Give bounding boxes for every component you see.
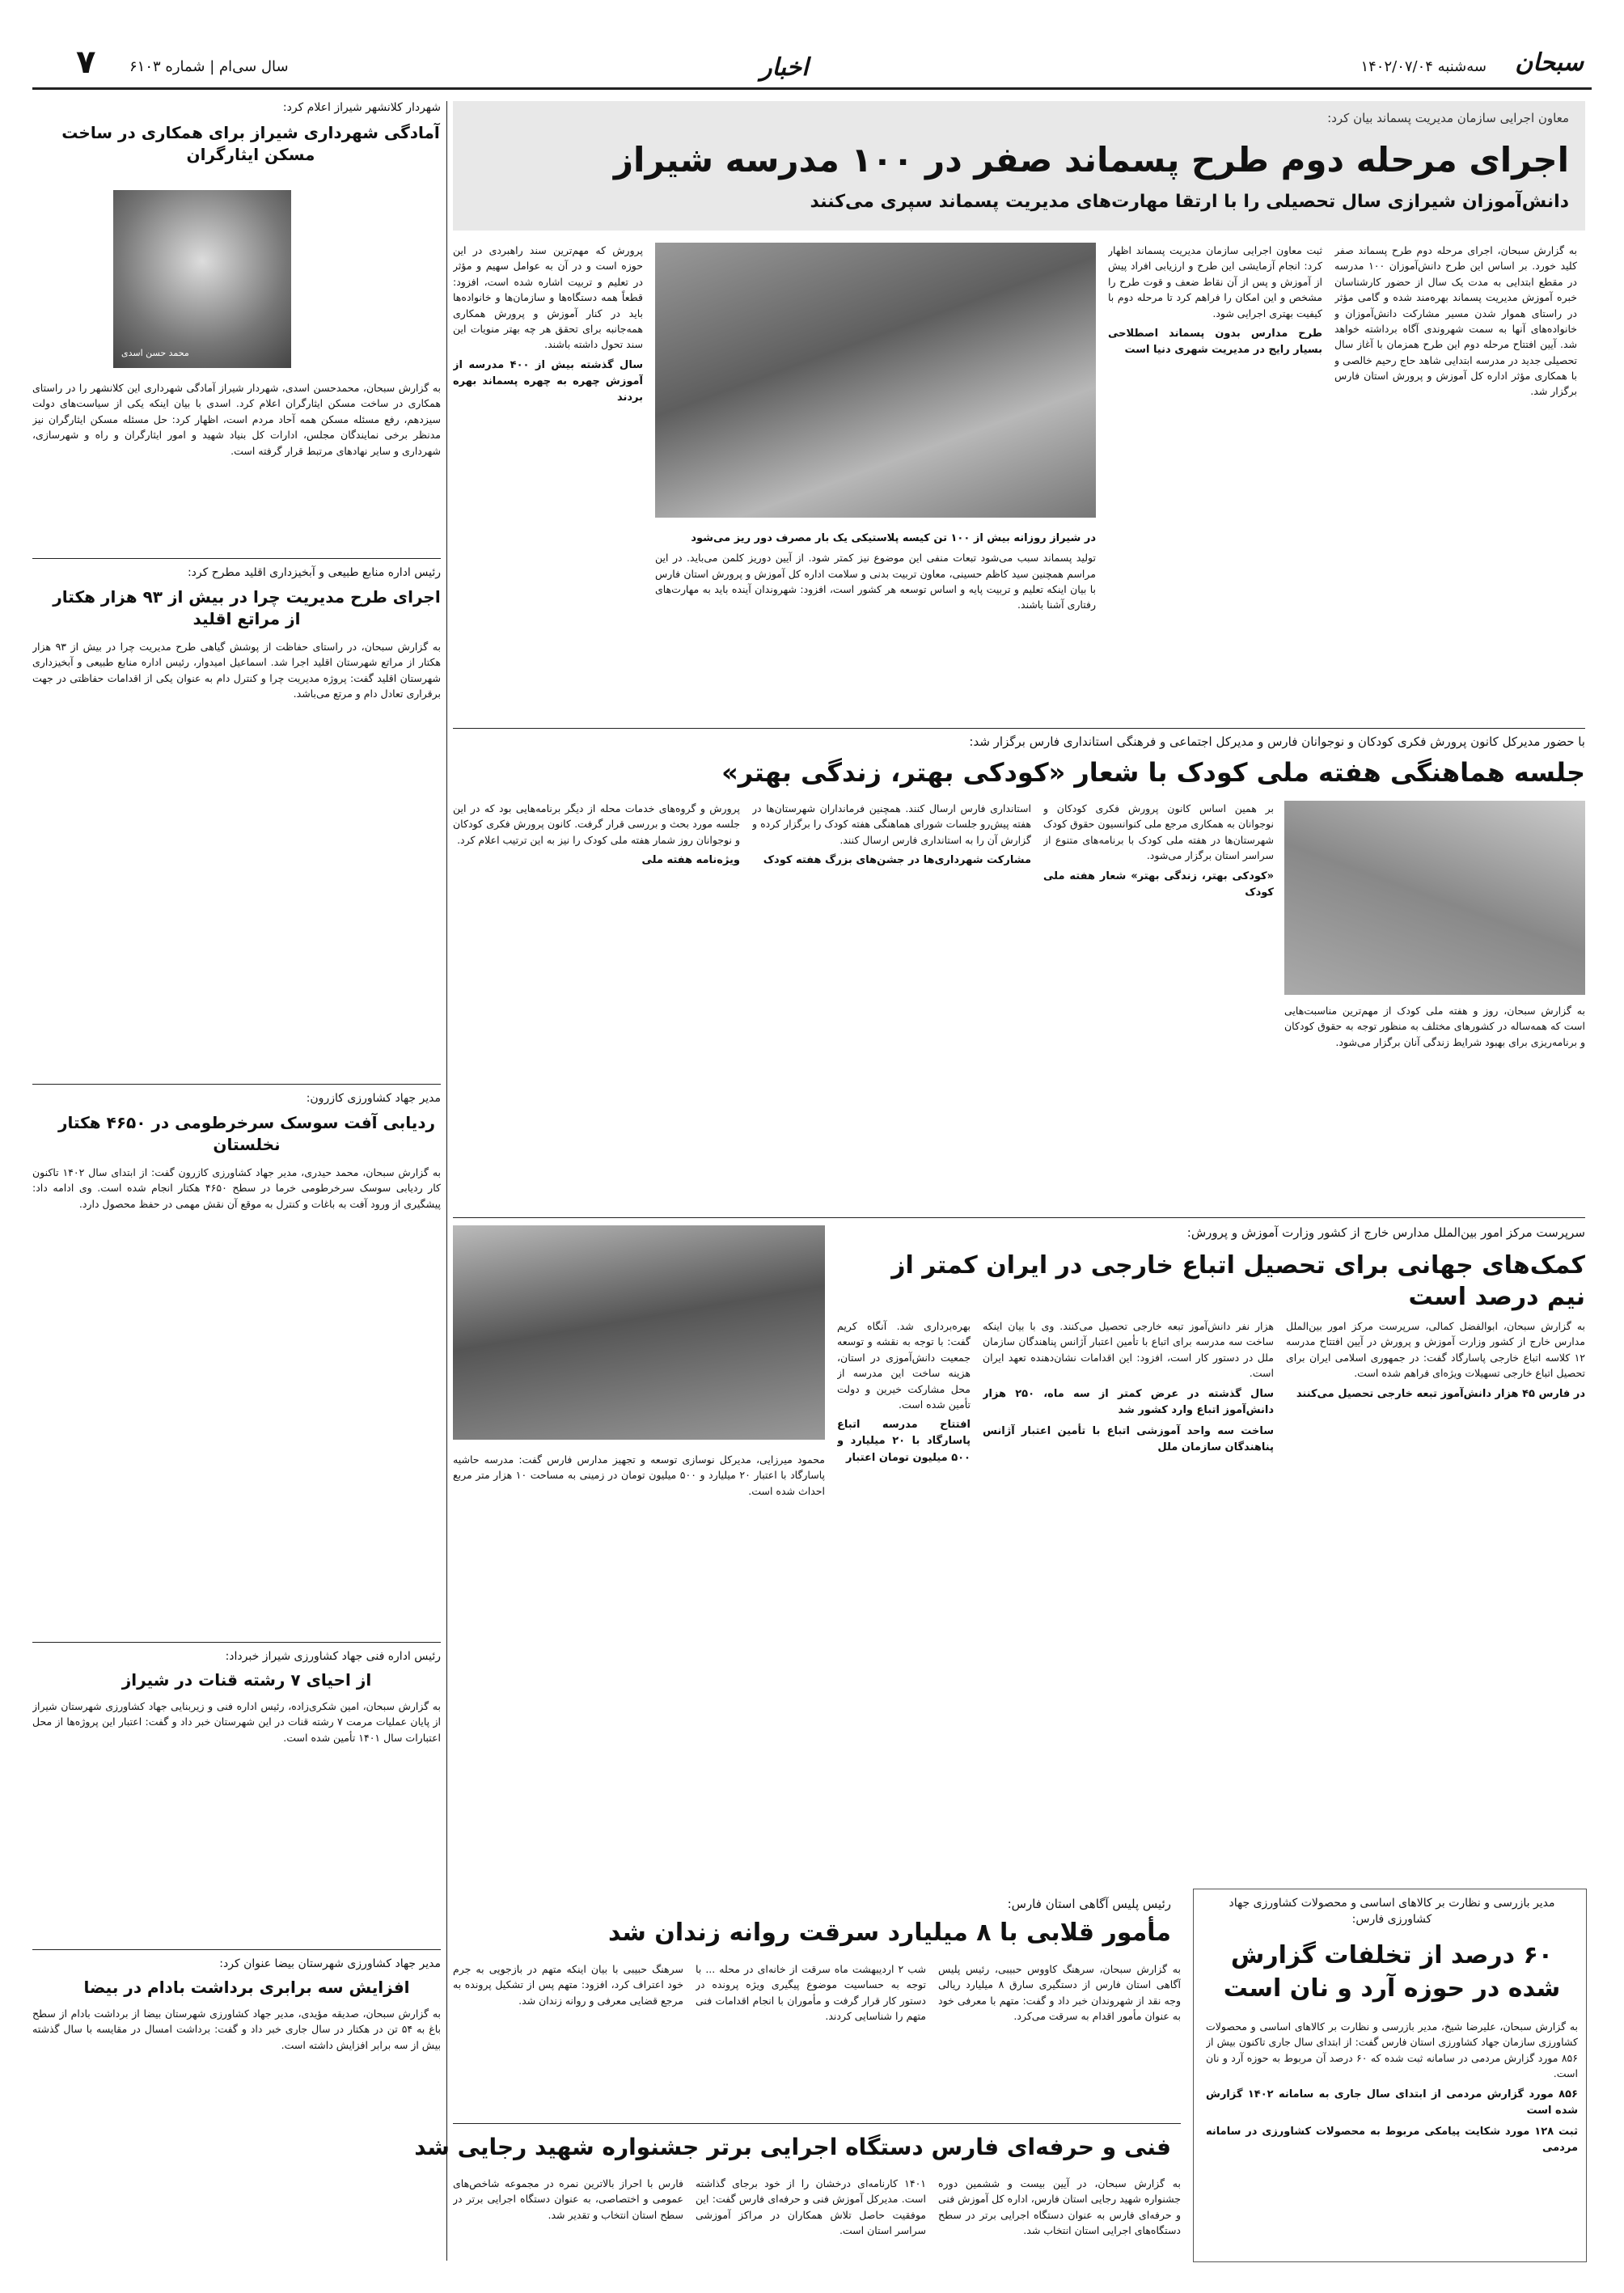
side1-title: آمادگی شهرداری شیراز برای همکاری در ساخت مسکن ایثارگران [61,123,440,164]
festival-column-3: فارس با احراز بالاترین نمره در مجموعه شاخص‌های عمومی و اختصاصی، به عنوان دستگاه اجرایی برتر در سطح استان انتخاب و تقدیر شد. [453,2177,683,2221]
food-inspection-box [1193,1889,1587,2262]
side5-kicker: مدیر جهاد کشاورزی شهرستان بیضا عنوان کرد: [219,1957,441,1970]
portrait-caption: محمد حسن اسدی [121,348,189,358]
side3-title: ردیابی آفت سوسک سرخرطومی در ۴۶۵۰ هکتار نخلستان [57,1113,436,1154]
lead-body-4: پرورش که مهم‌ترین سند راهبردی در این حوزه است و در آن به عوامل سهیم و مؤثر در تعلیم و تربیت اشاره شده است، افزود: قطعاً همه دستگاه‌ها و سازمان‌ها و خانواده‌ها باید در کنار آموزش و پرورش همکاری همه‌جانبه برای تحقق هر چه بهتر منویات این سند تحول داشته باشند. [453,244,643,351]
kanoon-top-rule [453,728,1585,729]
lead-column-2 [1108,243,1322,696]
newspaper-logo: سبحان [1515,49,1584,77]
foreign-kicker: سرپرست مرکز امور بین‌الملل مدارس خارج از کشور وزارت آموزش و پرورش: [1186,1225,1585,1240]
lead-subhead-a: طرح مدارس بدون پسماند اصطلاحی بسیار رایج در مدیریت شهری دنیا است [1108,327,1322,357]
side1-divider [32,558,441,559]
foreign-subhead-b: ساخت سه واحد آموزشی اتباع با تأمین اعتبار آژانس پناهندگان سازمان ملل [983,1424,1274,1453]
side1-body: به گزارش سبحان، محمدحسن اسدی، شهردار شیراز آمادگی شهرداری این کلانشهر را در راستای همکاری در ساخت مسکن ایثارگران اعلام کرد. اسدی با بیان اینکه یکی از سیاست‌های دولت سیزدهم، رفع مسئله مسکن همه آحاد مردم است، اظهار کرد: حل مسئله مسکن ایثارگران نیز مدنظر برخی نمایندگان مجلس، ادارات کل بنیاد شهید و امور ایثارگران و راه و شهرسازی، شهرداری و سایر نهادهای مرتبط قرار گرفته است. [32,382,441,457]
side2-title: اجرای طرح مدیریت چرا در بیش از ۹۳ هزار هکتار از مراتع اقلید [53,587,441,628]
foreign-subhead-d: افتتاح مدرسه اتباع پاسارگاد با ۲۰ میلیارد و ۵۰۰ میلیون تومان اعتبار [837,1419,971,1464]
kanoon-column-3 [752,801,1031,1197]
side4-kicker: رئیس اداره فنی جهاد کشاورزی شیراز خبرداد: [225,1650,441,1663]
lead-column-4 [453,243,643,696]
lead-body-1: به گزارش سبحان، اجرای مرحله دوم طرح پسماند صفر کلید خورد. بر اساس این طرح دانش‌آموزان ۱۰۰ مدرسه در مقطع ابتدایی به مدت یک سال از حضور کارشناسان خبره آموزش مدیریت پسماند بهره‌مند شده و گامی مؤثر در راستای هموار شدن مسیر مشارکت دانش‌آموزان و خانواده‌های آنها به سمت شهروندی آگاه برداشته خواهد شد. آیین افتتاح مرحله دوم این طرح همزمان با آغاز سال تحصیلی جدید در مدرسه ابتدایی شاهد حاج رحیم خالصی و با همکاری مؤثر اداره کل آموزش و پرورش استان فارس برگزار شد. [1334,244,1577,398]
side3-divider [32,1642,441,1643]
food-subhead-b: ثبت ۱۲۸ مورد شکایت پیامکی مربوط به محصولات کشاورزی در سامانه مردمی [1206,2125,1578,2154]
lead-subhead-b: در شیراز روزانه بیش از ۱۰۰ تن کیسه پلاستیکی یک بار مصرف دور ریز می‌شود [691,532,1096,544]
foreign-column-2 [983,1318,1274,1876]
food-body: به گزارش سبحان، علیرضا شیخ، مدیر بازرسی و نظارت بر کالاهای اساسی و محصولات کشاورزی سازمان جهاد کشاورزی استان فارس گفت: از ابتدای سال جاری تاکنون بیش از ۸۵۶ مورد گزارش مردمی در سامانه ثبت شده که ۶۰ درصد آن مربوط به حوزه آرد و نان است. [1206,2020,1578,2080]
side2-body: به گزارش سبحان، در راستای حفاظت از پوشش گیاهی طرح مدیریت چرا در بیش از ۹۳ هزار هکتار از مراتع شهرستان اقلید اجرا شد. اسماعیل امیدوار، رئیس اداره منابع طبیعی و آبخیزداری شهرستان اقلید گفت: پروژه مدیریت چرا و کنترل دام به عنوان یکی از اقدامات حفاظتی در جهت برقراری تعادل دام و مرتع می‌باشد. [32,641,441,700]
school-classroom-photo [655,243,1096,518]
festival-column-2: ۱۴۰۱ کارنامه‌ای درخشان را از خود برجای گذاشته است. مدیرکل آموزش فنی و حرفه‌ای فارس گفت: این موفقیت حاصل تلاش همکاران در مراکز آموزشی سراسر استان است. [696,2177,926,2237]
side5-title: افزایش سه برابری برداشت بادام در بیضا [83,1978,410,1997]
foreign-top-rule [453,1217,1585,1218]
lead-body-3: تولید پسماند سبب می‌شود تبعات منفی این موضوع نیز کمتر شود. از آیین دوریز کلمن می‌باید. در این مراسم همچنین سید کاظم حسینی، معاون تربیت بدنی و سلامت اداره کل آموزش و پرورش استان فارس با بیان اینکه تعلیم و تربیت پایه و اساس توسعه هر کشور است، افزود: شهروندان آینده باید به مهارت‌های رفتاری آشنا باشند. [655,552,1096,611]
sidebar-left [32,101,441,2261]
sidebar-vertical-rule [446,101,447,2261]
food-kicker: مدیر بازرسی و نظارت بر کالاهای اساسی و محصولات کشاورزی جهاد کشاورزی فارس: [1229,1897,1555,1926]
kanoon-body-2: بر همین اساس کانون پرورش فکری کودکان و نوجوانان به همکاری مرجع ملی کنوانسیون حقوق کودک شهرستان‌ها در هفته ملی کودک با برنامه‌های متنوع از سراسر استان برگزار می‌شود. [1043,802,1274,862]
kanoon-column-1 [1284,1003,1585,1197]
police-title: مأمور قلابی با ۸ میلیارد سرقت روانه زندان شد [608,1919,1171,1947]
foreign-column-1 [1286,1318,1585,1876]
kanoon-subhead-b: مشارکت شهرداری‌ها در جشن‌های بزرگ هفته کودک [763,854,1031,867]
kanoon-column-2 [1043,801,1274,1197]
kanoon-title: جلسه هماهنگی هفته ملی کودک با شعار «کودکی بهتر، زندگی بهتر» [721,757,1585,788]
foreign-body-3: بهره‌برداری شد. آنگاه کریم گفت: با توجه به نقشه و توسعه جمعیت دانش‌آموزی در استان، هزینه ساخت این مدرسه از محل مشارکت خیرین و دولت تأمین شده است. [837,1320,971,1411]
lead-header [453,101,1585,231]
festival-column-1: به گزارش سبحان، در آیین بیست و ششمین دوره جشنواره شهید رجایی استان فارس، اداره کل آموزش فنی و حرفه‌ای فارس به عنوان دستگاه اجرایی برتر در سطح دستگاه‌های اجرایی استان انتخاب شد. [938,2177,1181,2237]
kanoon-subhead-a: «کودکی بهتر، زندگی بهتر» شعار هفته ملی کودک [1043,869,1274,899]
police-column-1: به گزارش سبحان، سرهنگ کاووس حبیبی، رئیس پلیس آگاهی استان فارس از دستگیری سارق ۸ میلیارد ریالی وجه نقد از شهروندان خبر داد و گفت: متهم با معرفی خود به عنوان مأمور اقدام به سرقت می‌کرد. [938,1963,1181,2023]
girls-classroom-photo [453,1225,825,1440]
festival-title: فنی و حرفه‌ای فارس دستگاه اجرایی برتر جشنواره شهید رجایی شد [414,2134,1171,2160]
kanoon-column-4 [453,801,740,1197]
food-subhead-a: ۸۵۶ مورد گزارش مردمی از ابتدای سال جاری به سامانه ۱۴۰۲ گزارش شده است [1206,2088,1578,2117]
kanoon-subhead-c: ویژه‌نامه هفته ملی [641,854,740,867]
kanoon-body-4: پرورش و گروه‌های خدمات محله از دیگر برنامه‌هایی بود که در این جلسه مورد بحث و بررسی قرار گرفت. کانون پرورش فکری کودکان و نوجوانان روز شمار هفته ملی کودک را نیز به این ترتیب اعلام کرد. [453,802,740,846]
side2-divider [32,1084,441,1085]
side3-kicker: مدیر جهاد کشاورزی کازرون: [306,1092,441,1105]
side4-divider [32,1949,441,1950]
side2-kicker: رئیس اداره منابع طبیعی و آبخیزداری اقلید مطرح کرد: [187,566,441,579]
food-column [1206,2019,1578,2253]
issue-date: سه‌شنبه ۱۴۰۲/۰۷/۰۴ [1360,58,1487,75]
lead-subhead-c: سال گذشته بیش از ۴۰۰ مدرسه از آموزش چهره به چهره پسماند بهره بردند [453,358,643,404]
children-balloons-photo [1284,801,1585,995]
foreign-body-1: به گزارش سبحان، ابوالفضل کمالی، سرپرست مرکز امور بین‌الملل مدارس خارج از کشور وزارت آموزش و پرورش در آیین افتتاح مدرسه ۱۲ کلاسه اتباع خارجی پاسارگاد گفت: در جمهوری اسلامی ایران برای تحصیل اتباع خارجی تسهیلات ویژه‌ای فراهم شده است. [1286,1320,1585,1380]
lead-kicker: معاون اجرایی سازمان مدیریت پسماند بیان کرد: [1327,111,1569,125]
foreign-subhead-a: سال گذشته در عرض کمتر از سه ماه، ۲۵۰ هزار دانش‌آموز اتباع وارد کشور شد [983,1387,1274,1416]
police-column-3: سرهنگ حبیبی با بیان اینکه متهم در بازجویی به جرم خود اعتراف کرد، افزود: متهم پس از تشکیل پرونده به مرجع قضایی معرفی و روانه زندان شد. [453,1963,683,2007]
foreign-title: کمک‌های جهانی برای تحصیل اتباع خارجی در ایران کمتر از نیم درصد است [891,1251,1585,1311]
foreign-subhead-c: در فارس ۴۵ هزار دانش‌آموز تبعه خارجی تحصیل می‌کنند [1296,1387,1585,1400]
kanoon-body-1: به گزارش سبحان، روز و هفته ملی کودک از مهم‌ترین مناسبت‌هایی است که همه‌ساله در کشورهای مختلف به منظور توجه به حقوق کودکان و برنامه‌ریزی برای بهبود شرایط زندگی آنان برگزار می‌شود. [1284,1005,1585,1048]
police-kicker: رئیس پلیس آگاهی استان فارس: [1007,1897,1171,1911]
lead-column-1 [1334,243,1577,696]
issue-number: سال سی‌ام | شماره ۶۱۰۳ [129,58,289,75]
side5-body: به گزارش سبحان، صدیقه مؤیدی، مدیر جهاد کشاورزی شهرستان بیضا از برداشت بادام از سطح باغ به ۵۴ تن در هکتار در سال جاری خبر داد و گفت: برداشت امسال در مقایسه با سال گذشته بیش از سه برابر افزایش داشته است. [32,2007,441,2051]
lead-title: اجرای مرحله دوم طرح پسماند صفر در ۱۰۰ مدرسه شیراز [613,140,1569,180]
lead-column-3 [655,526,1096,696]
lead-body-2: ثبت معاون اجرایی سازمان مدیریت پسماند اظهار کرد: انجام آزمایشی این طرح و ارزیابی افراد پیش از آموزش و پس از آن نقاط ضعف و قوت طرح را مشخص و این امکان را فراهم کرد تا مرحله دوم با کیفیت بهتری اجرایی شود. [1108,244,1322,319]
food-title: ۶۰ درصد از تخلفات گزارش شده در حوزه آرد و نان است [1223,1941,1561,2003]
page-number: ۷ [76,44,96,81]
side4-body: به گزارش سبحان، امین شکری‌زاده، رئیس اداره فنی و زیربنایی جهاد کشاورزی شهرستان شیراز از پایان عملیات مرمت ۷ رشته قنات در این شهرستان خبر داد و گفت: اعتبار این پروژه‌ها از محل اعتبارات سال ۱۴۰۱ تأمین شده است. [32,1700,441,1744]
foreign-column-3 [837,1318,971,1876]
side4-title: از احیای ۷ رشته قنات در شیراز [121,1670,372,1690]
side1-kicker: شهردار کلانشهر شیراز اعلام کرد: [282,101,441,114]
police-column-2: شب ۲ اردیبهشت ماه سرقت از خانه‌ای در محله ... با توجه به حساسیت موضوع پیگیری ویژه پرونده در دستور کار قرار گرفت و مأموران با انجام اقدامات فنی متهم را شناسایی کردند. [696,1963,926,2023]
mayor-portrait [113,190,291,368]
foreign-body-2: هزار نفر دانش‌آموز تبعه خارجی تحصیل می‌کنند. وی با بیان اینکه ساخت سه مدرسه برای اتباع با تأمین اعتبار آژانس پناهندگان سازمان ملل در دستور کار است، افزود: این اقدامات نشان‌دهنده تعهد ایران است. [983,1320,1274,1380]
foreign-body-4: محمود میرزایی، مدیرکل نوسازی توسعه و تجهیز مدارس فارس گفت: مدرسه حاشیه پاسارگاد با اعتبار ۲۰ میلیارد و ۵۰۰ میلیون تومان در زمینی به مساحت ۱۰ هزار متر مربع احداث شده است. [453,1453,825,1497]
masthead [32,44,1592,86]
side3-body: به گزارش سبحان، محمد حیدری، مدیر جهاد کشاورزی کازرون گفت: از ابتدای سال ۱۴۰۲ تاکنون کار ردیابی سوسک سرخرطومی خرما در سطح ۴۶۵۰ هکتار انجام شده است. وی ادامه داد: پیشگیری از ورود آفت به باغات و کنترل به موقع آن نقش مهمی در حفظ محصول دارد. [32,1166,441,1210]
police-bottom-rule [453,2123,1181,2124]
kanoon-body-3: استانداری فارس ارسال کنند. همچنین فرمانداران شهرستان‌ها در هفته پیش‌رو جلسات شورای هماهنگی هفته کودک را برگزار کرده و گزارش آن را به استانداری فارس ارسال کنند. [752,802,1031,846]
lead-subtitle: دانش‌آموزان شیرازی سال تحصیلی را با ارتقا مهارت‌های مدیریت پسماند سپری می‌کنند [810,192,1569,212]
masthead-rule [32,87,1592,90]
foreign-column-4 [453,1452,825,1876]
kanoon-kicker: با حضور مدیرکل کانون پرورش فکری کودکان و نوجوانان فارس و مدیرکل اجتماعی و فرهنگی استانداری فارس برگزار شد: [969,734,1585,749]
section-title: اخبار [760,53,809,82]
